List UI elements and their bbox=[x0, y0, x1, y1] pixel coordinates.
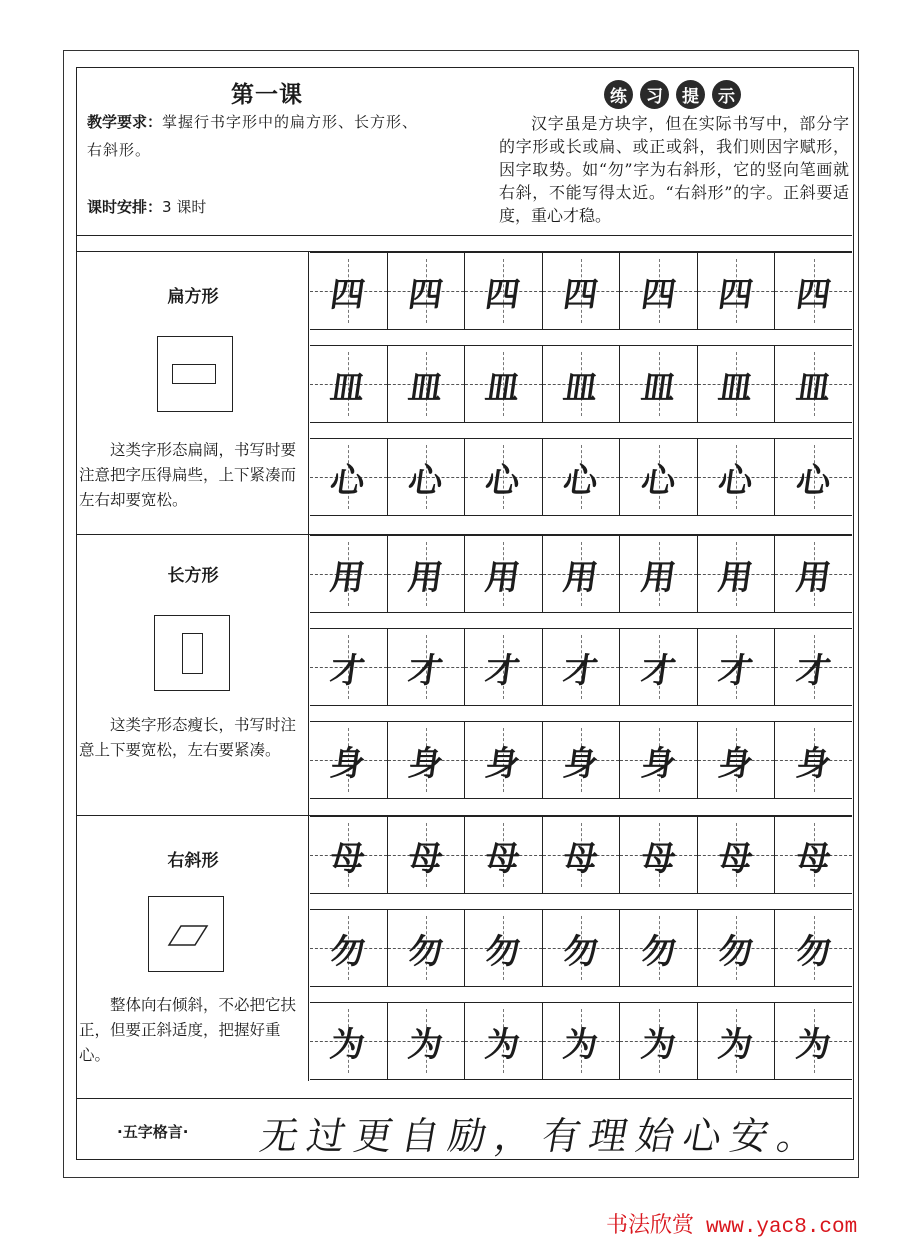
requirement-label: 教学要求： bbox=[87, 113, 163, 131]
practice-cell: 勿 bbox=[775, 910, 852, 986]
practice-cell: 四 bbox=[620, 253, 698, 329]
watermark-url: www.yac8.com bbox=[706, 1216, 858, 1239]
practice-cell: 才 bbox=[543, 629, 621, 705]
practice-cell: 用 bbox=[310, 536, 388, 612]
practice-cell: 身 bbox=[465, 722, 543, 798]
motto-row bbox=[77, 1098, 852, 1159]
practice-row bbox=[310, 438, 852, 516]
site-watermark bbox=[606, 1208, 857, 1239]
practice-cell: 为 bbox=[775, 1003, 852, 1079]
practice-cell: 用 bbox=[698, 536, 776, 612]
section-info bbox=[77, 816, 309, 1081]
practice-row bbox=[310, 721, 852, 799]
practice-cell: 母 bbox=[465, 817, 543, 893]
section-tall-shape bbox=[77, 535, 852, 815]
practice-cell: 皿 bbox=[388, 346, 466, 422]
practice-row bbox=[310, 345, 852, 423]
section-info bbox=[77, 535, 309, 815]
tip-title-char: 示 bbox=[712, 80, 741, 109]
practice-cell: 心 bbox=[465, 439, 543, 515]
section-title: 右斜形 bbox=[167, 851, 219, 871]
practice-cell: 心 bbox=[388, 439, 466, 515]
practice-cell: 四 bbox=[310, 253, 388, 329]
practice-cell: 母 bbox=[698, 817, 776, 893]
practice-cell: 母 bbox=[310, 817, 388, 893]
practice-cell: 身 bbox=[310, 722, 388, 798]
section-title: 长方形 bbox=[167, 566, 219, 586]
practice-cell: 为 bbox=[543, 1003, 621, 1079]
section-wide-shape bbox=[77, 252, 852, 534]
schedule-value: 3 课时 bbox=[162, 198, 207, 216]
motto-label: ·五字格言· bbox=[117, 1123, 189, 1141]
practice-row bbox=[310, 535, 852, 613]
practice-cell: 身 bbox=[775, 722, 852, 798]
practice-cell: 四 bbox=[543, 253, 621, 329]
practice-tips-title bbox=[604, 80, 741, 109]
watermark-text: 书法欣赏 bbox=[606, 1213, 695, 1238]
practice-cell: 母 bbox=[388, 817, 466, 893]
practice-cell: 用 bbox=[388, 536, 466, 612]
practice-cell: 皿 bbox=[698, 346, 776, 422]
motto-text: 无过更自励，有理始心安。 bbox=[256, 1114, 829, 1158]
tall-rectangle-icon bbox=[154, 615, 230, 691]
practice-cell: 才 bbox=[465, 629, 543, 705]
requirement-text: 掌握行书字形中的扁方形、长方形、右斜形。 bbox=[87, 113, 419, 159]
practice-cell: 勿 bbox=[543, 910, 621, 986]
practice-row bbox=[310, 816, 852, 894]
practice-cell: 皿 bbox=[620, 346, 698, 422]
parallelogram-icon bbox=[148, 896, 224, 972]
practice-cell: 心 bbox=[310, 439, 388, 515]
class-schedule bbox=[87, 196, 206, 217]
practice-cell: 母 bbox=[775, 817, 852, 893]
section-description: 这类字形态瘦长，书写时注意上下要宽松，左右要紧凑。 bbox=[79, 716, 297, 759]
practice-cell: 四 bbox=[698, 253, 776, 329]
worksheet bbox=[76, 67, 854, 1160]
practice-cell: 心 bbox=[698, 439, 776, 515]
practice-cell: 身 bbox=[543, 722, 621, 798]
practice-cell: 皿 bbox=[465, 346, 543, 422]
practice-cell: 四 bbox=[465, 253, 543, 329]
practice-cell: 为 bbox=[310, 1003, 388, 1079]
practice-cell: 皿 bbox=[543, 346, 621, 422]
practice-cell: 皿 bbox=[310, 346, 388, 422]
practice-cell: 用 bbox=[620, 536, 698, 612]
practice-cell: 勿 bbox=[310, 910, 388, 986]
section-description: 这类字形态扁阔，书写时要注意把字压得扁些，上下紧凑而左右却要宽松。 bbox=[79, 441, 297, 509]
practice-cell: 为 bbox=[388, 1003, 466, 1079]
practice-cell: 勿 bbox=[620, 910, 698, 986]
practice-cell: 勿 bbox=[698, 910, 776, 986]
practice-cell: 才 bbox=[620, 629, 698, 705]
practice-cell: 才 bbox=[775, 629, 852, 705]
practice-cell: 才 bbox=[388, 629, 466, 705]
practice-cell: 四 bbox=[388, 253, 466, 329]
section-description: 整体向右倾斜，不必把它扶正，但要正斜适度，把握好重心。 bbox=[79, 996, 297, 1064]
practice-cell: 身 bbox=[698, 722, 776, 798]
practice-cell: 勿 bbox=[465, 910, 543, 986]
practice-cell: 母 bbox=[620, 817, 698, 893]
practice-cell: 心 bbox=[775, 439, 852, 515]
practice-cell: 身 bbox=[620, 722, 698, 798]
practice-row bbox=[310, 252, 852, 330]
practice-cell: 为 bbox=[620, 1003, 698, 1079]
section-info bbox=[77, 252, 309, 534]
practice-row bbox=[310, 628, 852, 706]
section-slanted-shape bbox=[77, 816, 852, 1097]
divider bbox=[77, 235, 852, 236]
teaching-requirement bbox=[87, 108, 432, 164]
practice-cell: 四 bbox=[775, 253, 852, 329]
practice-cell: 才 bbox=[698, 629, 776, 705]
practice-cell: 为 bbox=[698, 1003, 776, 1079]
practice-cell: 为 bbox=[465, 1003, 543, 1079]
tip-title-char: 提 bbox=[676, 80, 705, 109]
lesson-title: 第一课 bbox=[231, 82, 303, 108]
practice-cell: 身 bbox=[388, 722, 466, 798]
practice-cell: 皿 bbox=[775, 346, 852, 422]
practice-tips-body: 汉字虽是方块字，但在实际书写中，部分字的字形或长或扁、或正或斜，我们则因字赋形，因字取势。如“勿”字为右斜形，它的竖向笔画就右斜，不能写得太近。“右斜形”的字。正斜要适度，重心才稳。 bbox=[499, 114, 849, 225]
practice-row bbox=[310, 909, 852, 987]
tip-title-char: 习 bbox=[640, 80, 669, 109]
schedule-label: 课时安排： bbox=[87, 198, 163, 216]
practice-cell: 用 bbox=[465, 536, 543, 612]
practice-cell: 心 bbox=[543, 439, 621, 515]
practice-cell: 才 bbox=[310, 629, 388, 705]
practice-cell: 母 bbox=[543, 817, 621, 893]
practice-row bbox=[310, 1002, 852, 1080]
section-title: 扁方形 bbox=[167, 287, 219, 307]
tip-title-char: 练 bbox=[604, 80, 633, 109]
lesson-header bbox=[77, 68, 852, 239]
wide-rectangle-icon bbox=[157, 336, 233, 412]
practice-cell: 用 bbox=[543, 536, 621, 612]
practice-cell: 用 bbox=[775, 536, 852, 612]
practice-cell: 勿 bbox=[388, 910, 466, 986]
practice-cell: 心 bbox=[620, 439, 698, 515]
